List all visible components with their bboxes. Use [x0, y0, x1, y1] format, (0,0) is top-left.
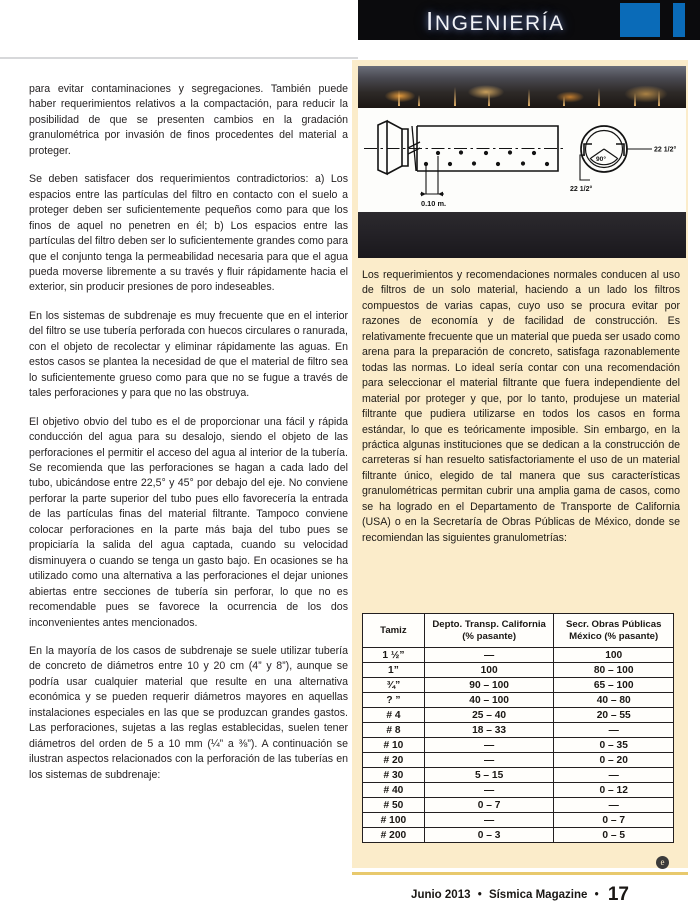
table-cell: 40 – 80 [554, 693, 674, 708]
paragraph: En los sistemas de subdrenaje es muy frecuente que en el interior del filtro se use tubería perforada con huecos circulares o ranurada, con el objeto de recolectar y eliminar rápidamente las aguas. En estos casos se plantea la necesidad de que el material de filtro sea lo suficientemente grueso como para que no se fugue a través de tales perforaciones y para que no las obstruya. [29, 309, 348, 400]
table-cell: 18 – 33 [424, 723, 554, 738]
table-header-cell: Secr. Obras Públicas México (% pasante) [554, 614, 674, 648]
table-row [363, 708, 674, 723]
angle-label-center: 90° [596, 156, 606, 163]
table-row [363, 738, 674, 753]
paragraph: Los requerimientos y recomendaciones normales conducen al uso de filtros de un solo material, haciendo a un lado los filtros compuestos de varias capas, cuyo uso se procura evitar por razones de economía y de facilidad de construcción. Es relativamente frecuente que un material que pueda ser usado como arena para la preparación de concreto, satisfaga razonablemente todas las normas. Lo ideal sería contar con una recomendación para seleccionar el material filtrante que fuera independiente del material por proteger y que, por lo tanto, produjese un material filtrante que pudiera utilizarse en todos los casos en forma estándar, lo que es teóricamente imposible. Sin embargo, en la práctica algunas instituciones que se dedican a la construcción de carreteras sí han resuelto satisfactoriamente el uso de un material filtrante único, elegido de tal manera que sus características granulométricas permitan cubrir una amplia gama de casos, como se ha logrado en el Departamento de Transporte de California (USA) o en la Secretaría de Obras Públicas de México, donde se recomiendan las siguientes granulometrías: [362, 269, 681, 544]
table-cell: — [424, 648, 554, 663]
table-cell: # 200 [363, 828, 425, 843]
table-cell: # 8 [363, 723, 425, 738]
table-cell: 80 – 100 [554, 663, 674, 678]
table-cell: # 40 [363, 783, 425, 798]
table-row [363, 678, 674, 693]
granulometry-table [362, 613, 674, 843]
table-cell: 0 – 20 [554, 753, 674, 768]
table-cell: # 4 [363, 708, 425, 723]
header-divider-rule [0, 57, 358, 59]
table-row [363, 648, 674, 663]
table-row [363, 753, 674, 768]
table-cell: — [424, 738, 554, 753]
table-cell: 1” [363, 663, 425, 678]
table-cell: ¾” [363, 678, 425, 693]
table-cell: # 30 [363, 768, 425, 783]
source-mark-icon: e [656, 856, 669, 869]
table-cell: 0 – 7 [424, 798, 554, 813]
masthead-accent-block-large [620, 3, 660, 37]
table-row [363, 798, 674, 813]
dimension-label-spacing: 0.10 m. [421, 199, 447, 208]
masthead-banner [358, 0, 700, 40]
paragraph: para evitar contaminaciones y segregaciones. También puede haber requerimientos relativos a la compactación, para reducir la posibilidad de que se presenten cambios en la gradación granulométrica por invasión de finos procedentes del material a proteger. [29, 83, 348, 157]
table-cell: — [554, 768, 674, 783]
paragraph: En la mayoría de los casos de subdrenaje se suele utilizar tubería de concreto de diámetros entre 10 y 20 cm (4” y 8”), aunque se podría usar cualquier material que resulte en una alternativa económica y se pueden requerir diámetros mayores en aquellas instalaciones especiales en las que se produzcan grandes gastos. Las perforaciones, sujetas a las reglas establecidas, suelen tener diámetros del orden de 5 a 10 mm (¼” a ⅜”). A continuación se ilustran aspectos relacionados con la perforación de las tuberías en los sistemas de subdrenaje: [29, 644, 348, 781]
table-cell: 20 – 55 [554, 708, 674, 723]
pipe-perforation-figure [358, 66, 686, 258]
table-cell: 100 [424, 663, 554, 678]
table-cell: 100 [554, 648, 674, 663]
table-header-cell: Tamiz [363, 614, 425, 648]
figure-photo-top-strip [358, 66, 686, 108]
table-cell: ? ” [363, 693, 425, 708]
table-cell: 40 – 100 [424, 693, 554, 708]
table-cell: 1 ½” [363, 648, 425, 663]
table-cell: — [554, 723, 674, 738]
table-cell: # 50 [363, 798, 425, 813]
angle-label-right: 22 1/2° [654, 146, 677, 154]
table-cell: 25 – 40 [424, 708, 554, 723]
left-text-column [29, 82, 348, 796]
table-row [363, 783, 674, 798]
footer-separator-1: • [477, 889, 482, 901]
table-cell: # 100 [363, 813, 425, 828]
table-row [363, 813, 674, 828]
table-cell: # 10 [363, 738, 425, 753]
table-header-cell: Depto. Transp. California (% pasante) [424, 614, 554, 648]
footer-separator-2: • [594, 889, 599, 901]
table-body [363, 648, 674, 843]
masthead-accent-block-small [673, 3, 685, 37]
table-cell: 90 – 100 [424, 678, 554, 693]
table-cell: 0 – 7 [554, 813, 674, 828]
table-header-row [363, 614, 674, 648]
table-cell: 0 – 12 [554, 783, 674, 798]
table-row [363, 768, 674, 783]
table-row [363, 828, 674, 843]
figure-photo-bottom-strip [358, 212, 686, 258]
table-cell: 5 – 15 [424, 768, 554, 783]
angle-label-left: 22 1/2° [570, 186, 593, 193]
footer-rule [352, 872, 688, 875]
table-cell: # 20 [363, 753, 425, 768]
footer-publication-name: Sísmica Magazine [488, 889, 588, 901]
table-row [363, 663, 674, 678]
table-head [363, 614, 674, 648]
table-cell: — [424, 753, 554, 768]
paragraph: El objetivo obvio del tubo es el de proporcionar una fácil y rápida conducción del agua para su desalojo, siendo el objeto de las perforaciones el permitir el acceso del agua al interior de la tubería. Se recomienda que las perforaciones se hagan a cada lado del tubo, ubicándose entre 22,5° y 45° por debajo del eje. No conviene perforar la parte superior del tubo pues ello favorecería la entrada de las partículas finas del material filtrante. Tampoco conviene colocar perforaciones en la parte más baja del tubo pues se propiciaría la salida del agua captada, cuando su velocidad disminuyera o cuando se tenga un gasto bajo. En ocasiones se ha utilizado como una alternativa a las perforaciones el dejar uniones abiertas entre secciones de tubería sin perforar, lo que no es recomendable pues se favorece la ocurrencia de los dos inconvenientes antes mencionados. [29, 415, 348, 629]
table-row [363, 693, 674, 708]
paragraph: Se deben satisfacer dos requerimientos contradictorios: a) Los espacios entre las partículas del filtro en contacto con el suelo a proteger deben ser suficientemente pequeños como para que los finos de aquel no penetren en él; b) Los espacios entre las partículas del filtro deben ser lo suficientemente grandes como para que el conjunto tenga la permeabilidad necesaria para que el agua pueda moverse libremente a su través y fluir rápidamente hacia el exterior, sin producir presiones de poro indeseables. [29, 173, 348, 294]
footer-page-number: 17 [607, 884, 629, 905]
table-cell: 65 – 100 [554, 678, 674, 693]
table-cell: — [424, 813, 554, 828]
table-cell: 0 – 3 [424, 828, 554, 843]
right-text-column [362, 268, 680, 558]
table-cell: — [424, 783, 554, 798]
table-row [363, 723, 674, 738]
page-footer [350, 884, 690, 906]
table-cell: 0 – 5 [554, 828, 674, 843]
table-cell: — [554, 798, 674, 813]
table-cell: 0 – 35 [554, 738, 674, 753]
footer-issue-date: Junio 2013 [411, 889, 471, 901]
granulometry-table-wrap [362, 613, 674, 843]
pipe-technical-drawing [358, 108, 686, 212]
masthead-title: INGENIERÍA [426, 6, 565, 36]
